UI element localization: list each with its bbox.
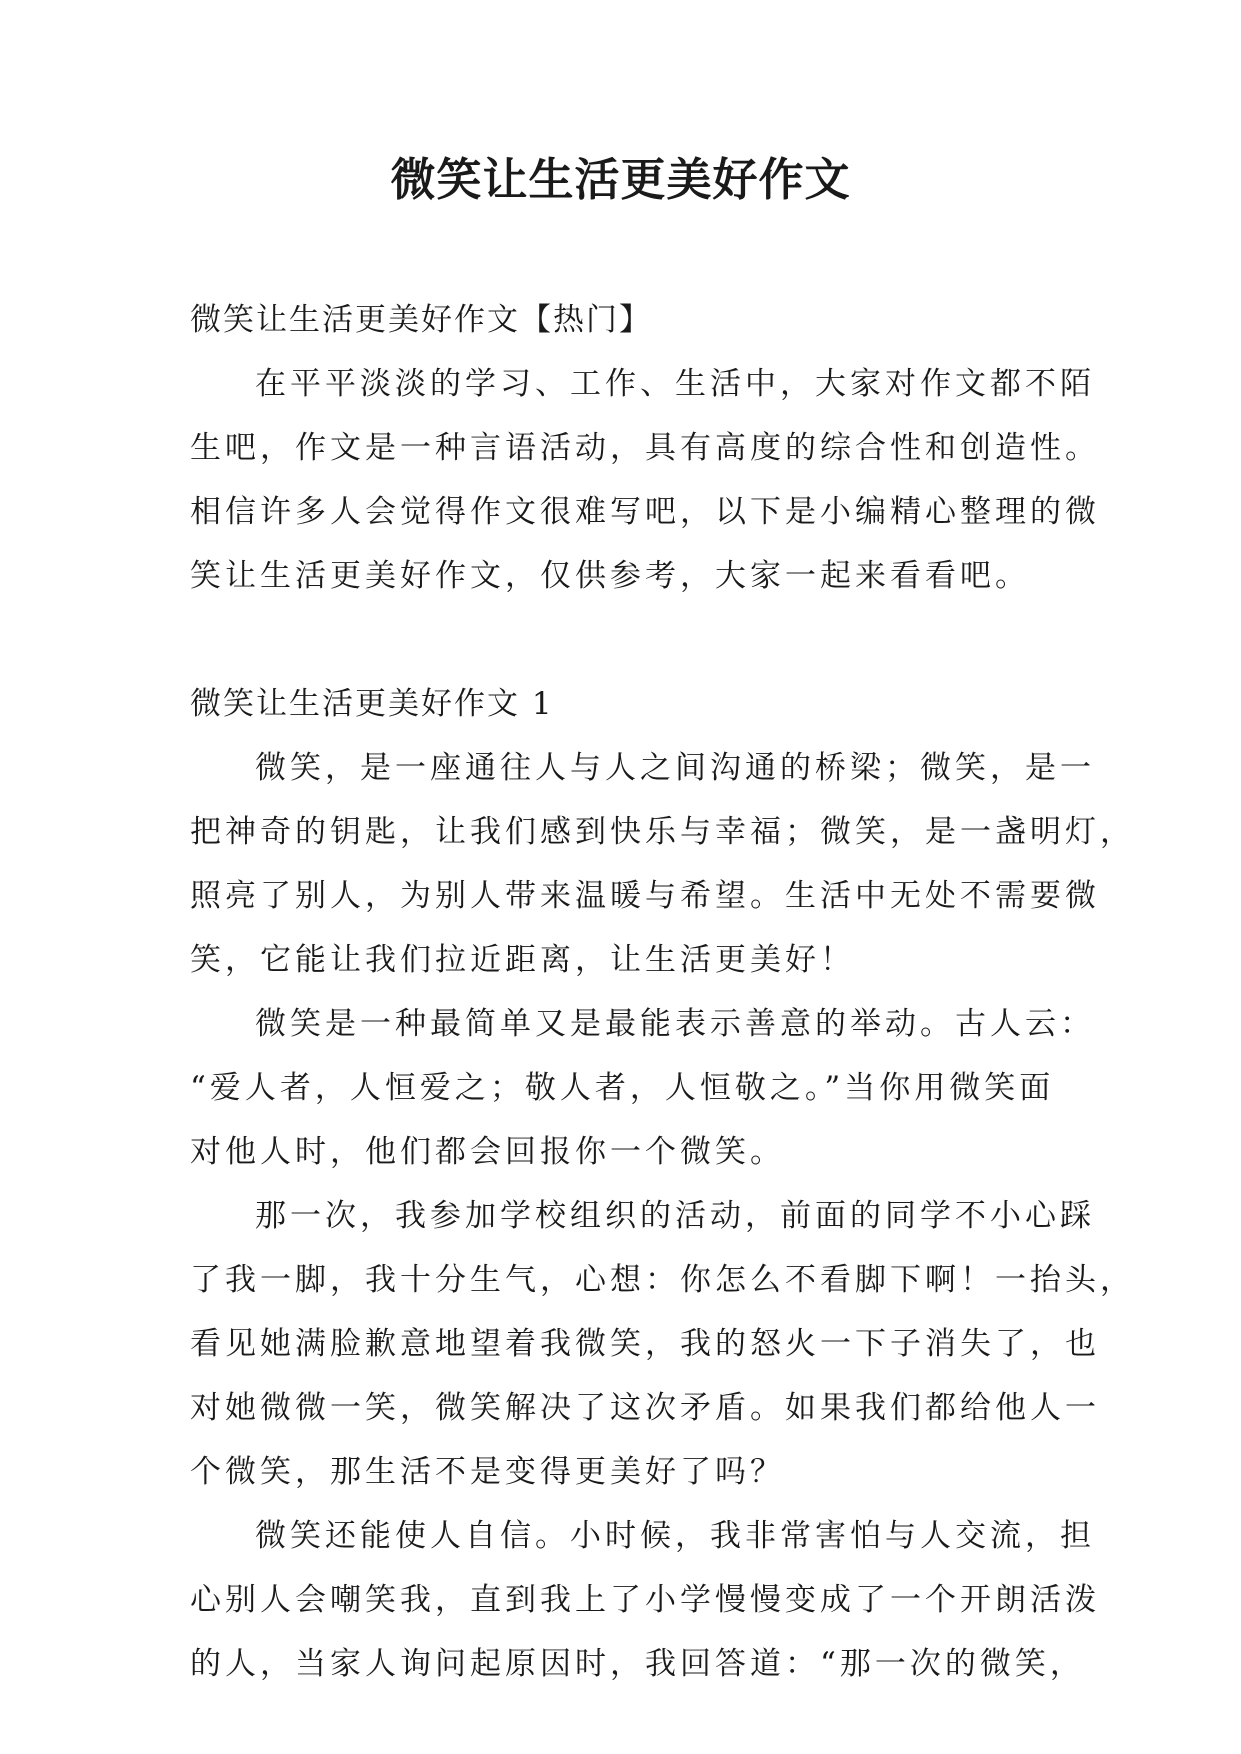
paragraph-line: “爱人者，人恒爱之；敬人者，人恒敬之。”当你用微笑面 — [190, 1070, 1055, 1106]
section-gap — [190, 608, 1065, 672]
document-body — [190, 288, 1135, 1696]
paragraph-line: 照亮了别人，为别人带来温暖与希望。生活中无处不需要微 — [190, 878, 1100, 914]
paragraph-line: 个微笑，那生活不是变得更美好了吗？ — [190, 1454, 785, 1490]
document-title: 微笑让生活更美好作文 — [390, 153, 851, 206]
intro-heading: 微笑让生活更美好作文【热门】 — [190, 302, 652, 338]
paragraph-line: 那一次，我参加学校组织的活动，前面的同学不小心踩 — [255, 1198, 1095, 1234]
paragraph-line: 对他人时，他们都会回报你一个微笑。 — [190, 1134, 785, 1170]
section-heading: 微笑让生活更美好作文 1 — [190, 686, 554, 722]
paragraph-line: 微笑是一种最简单又是最能表示善意的举动。古人云： — [255, 1006, 1095, 1042]
paragraph-line: 的人，当家人询问起原因时，我回答道：“那一次的微笑， — [190, 1646, 1085, 1682]
paragraph-line: 微笑还能使人自信。小时候，我非常害怕与人交流，担 — [255, 1518, 1095, 1554]
intro-line: 在平平淡淡的学习、工作、生活中，大家对作文都不陌 — [255, 366, 1095, 402]
intro-line: 生吧，作文是一种言语活动，具有高度的综合性和创造性。 — [190, 430, 1100, 466]
paragraph-line: 对她微微一笑，微笑解决了这次矛盾。如果我们都给他人一 — [190, 1390, 1100, 1426]
paragraph-line: 笑，它能让我们拉近距离，让生活更美好！ — [190, 942, 855, 978]
paragraph-line: 了我一脚，我十分生气，心想：你怎么不看脚下啊！一抬头， — [190, 1262, 1135, 1298]
paragraph-line: 微笑，是一座通往人与人之间沟通的桥梁；微笑，是一 — [255, 750, 1095, 786]
paragraph-line: 心别人会嘲笑我，直到我上了小学慢慢变成了一个开朗活泼 — [190, 1582, 1100, 1618]
intro-line: 笑让生活更美好作文，仅供参考，大家一起来看看吧。 — [190, 558, 1030, 594]
intro-line: 相信许多人会觉得作文很难写吧，以下是小编精心整理的微 — [190, 494, 1100, 530]
paragraph-line: 把神奇的钥匙，让我们感到快乐与幸福；微笑，是一盏明灯， — [190, 814, 1135, 850]
paragraph-line: 看见她满脸歉意地望着我微笑，我的怒火一下子消失了，也 — [190, 1326, 1100, 1362]
